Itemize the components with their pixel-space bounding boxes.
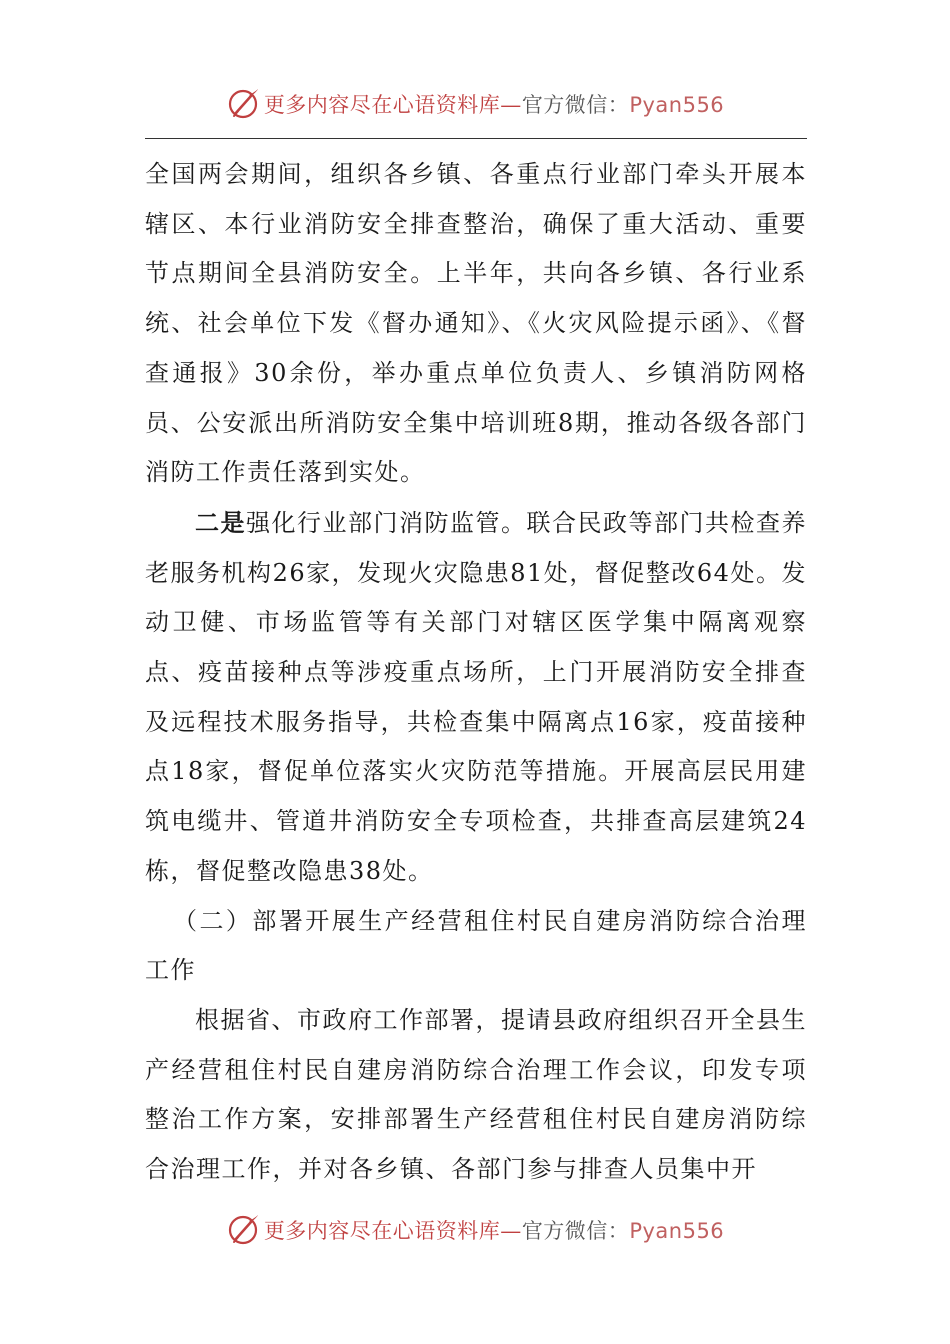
banner-wechat-id: Pyan556 [629, 93, 725, 117]
quill-pen-icon [226, 87, 260, 121]
banner-wechat-label: 官方微信： [521, 93, 630, 117]
banner-wechat-id: Pyan556 [629, 1219, 725, 1243]
banner-wechat-label: 官方微信： [521, 1219, 630, 1243]
section-heading: （二）部署开展生产经营租住村民自建房消防综合治理工作 [145, 906, 807, 985]
footer-banner [0, 1210, 950, 1250]
paragraph-1: 全国两会期间，组织各乡镇、各重点行业部门牵头开展本辖区、本行业消防安全排查整治，确保了重大活动、重要节点期间全县消防安全。上半年，共向各乡镇、各行业系统、社会单位下发《督办通知》、《火灾风险提示函》、《督查通报》30余份，举办重点单位负责人、乡镇消防网格员、公安派出所消防安全集中培训班8期，推动各级各部门消防工作责任落到实处。 [145, 160, 807, 487]
banner-text [264, 1215, 724, 1245]
header-banner [0, 84, 950, 124]
banner-site-name: 更多内容尽在心语资料库— [263, 1219, 522, 1243]
quill-pen-icon [226, 1213, 260, 1247]
paragraph-2-text: 强化行业部门消防监管。联合民政等部门共检查养老服务机构26家，发现火灾隐患81处，督促整改64处。发动卫健、市场监管等有关部门对辖区医学集中隔离观察点、疫苗接种点等涉疫重点场所，上门开展消防安全排查及远程技术服务指导，共检查集中隔离点16家，疫苗接种点18家，督促单位落实火灾防范等措施。开展高层民用建筑电缆井、管道井消防安全专项检查，共排查高层建筑24栋，督促整改隐患38处。 [145, 508, 807, 885]
paragraph-2-lead: 二是 [195, 507, 246, 537]
document-body [145, 150, 807, 1195]
paragraph-3: 根据省、市政府工作部署，提请县政府组织召开全县生产经营租住村民自建房消防综合治理工作会议，印发专项整治工作方案，安排部署生产经营租住村民自建房消防综合治理工作，并对各乡镇、各部门参与排查人员集中开 [145, 1005, 807, 1184]
banner-site-name: 更多内容尽在心语资料库— [263, 93, 522, 117]
banner-text [264, 89, 724, 119]
paragraph-2 [145, 498, 807, 897]
header-divider [145, 138, 807, 139]
